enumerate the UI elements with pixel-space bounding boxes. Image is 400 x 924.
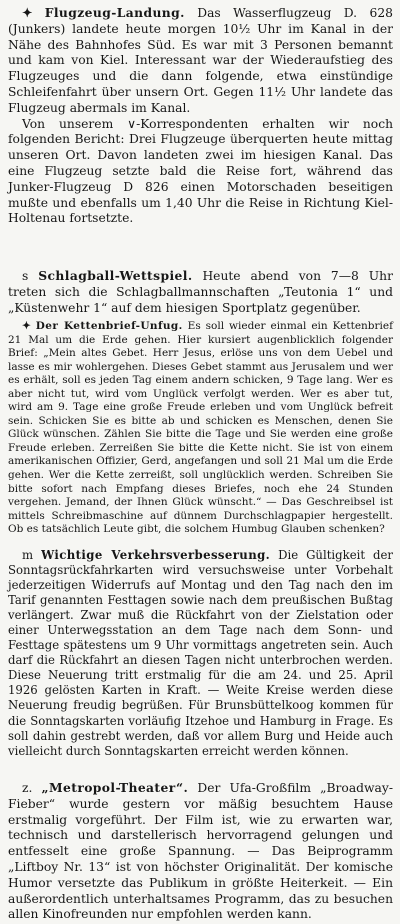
article-body: Das Wasserflugzeug D. 628 (Junkers) landete heute morgen 10½ Uhr im Kanal in der Nähe des Bahnhofes Süd. Es war mit 3 Personen bemannt und kam von Kiel. Interessant war der Wiederaufstieg des Flugzeuges und die dann folgende, etwa einstündige Schleifenfahrt über unsern Ort. Gegen 11½ Uhr landete das Flugzeug abermals im Kanal.	[8, 6, 393, 115]
article-headline: Schlagball-Wettspiel.	[38, 268, 193, 283]
paragraph	[8, 320, 393, 537]
article-body: Von unserem ∨-Korrespondenten erhalten wir noch folgenden Bericht: Drei Flugzeuge überquerten heute mittag unseren Ort. Davon landeten zwei im hiesigen Kanal. Das eine Flugzeug setzte bald die Reise fort, während das Junker-Flugzeug D 826 einen Motorschaden beseitigen mußte und ebenfalls um 1,40 Uhr die Reise in Richtung Kiel-Holtenau fortsetzte.	[8, 116, 393, 226]
article-body: Der Ufa-Großfilm „Broadway-Fieber“ wurde gestern vor mäßig besuchtem Hause erstmalig vorgeführt. Der Film ist, wie zu erwarten war, technisch und darstellerisch hervorragend gelungen und entfesselt eine große Spannung. — Das Beiprogramm „Liftboy Nr. 13“ ist von höchster Originalität. Der komische Humor versetzte das Publikum in größte Heiterkeit. — Ein außerordentlich unterhaltsames Programm, das zu besuchen allen Kinofreunden nur empfohlen werden kann.	[8, 781, 393, 922]
article-headline: Der Kettenbrief-Unfug.	[35, 320, 183, 332]
article-headline: Wichtige Verkehrsverbesserung.	[41, 548, 271, 562]
article-marker: m	[22, 548, 34, 562]
article-schlagball-wettspiel	[0, 268, 400, 320]
article-headline: „Metropol-Theater“.	[41, 780, 189, 795]
article-verkehrsverbesserung	[0, 548, 400, 770]
paragraph	[8, 780, 393, 922]
article-flugzeug-landung	[0, 5, 400, 267]
article-marker: ✦	[22, 5, 33, 20]
article-metropol-theater	[0, 780, 400, 922]
article-marker: z.	[22, 781, 33, 795]
paragraph	[8, 117, 393, 228]
article-body: Die Gültigkeit der Sonntagsrückfahrkarten wird versuchsweise unter Vorbehalt jederzeitigen Widerrufs auf Montag und den Tag nach den im Tarif genannten Festtagen sowie nach dem preußischen Bußtag verlängert. Zwar muß die Rückfahrt von der Zielstation oder einer Unterwegsstation an dem Tage nach dem Sonn- und Festtage spätestens um 9 Uhr vormittags angetreten sein. Auch darf die Rückfahrt an diesen Tagen nicht unterbrochen werden. Diese Neuerung tritt erstmalig für die am 24. und 25. April 1926 gelösten Karten in Kraft. — Weite Kreise werden diese Neuerung freudig begrüßen. Für Brunsbüttelkoog kommen für die Sonntagskarten vorläufig Itzehoe und Hamburg in Frage. Es soll dahin gestrebt werden, daß vor allem Burg und Heide auch vielleicht durch Sonntagskarten erreicht werden können.	[8, 548, 393, 758]
article-body: Heute abend von 7—8 Uhr treten sich die Schlagballmannschaften „Teutonia 1“ und „Küstenwehr 1“ auf dem hiesigen Sportplatz gegenüber.	[8, 269, 393, 315]
article-headline: Flugzeug-Landung.	[44, 5, 185, 20]
paragraph	[8, 5, 393, 117]
paragraph	[8, 268, 393, 316]
article-marker: s	[22, 269, 29, 283]
article-kettenbrief-unfug	[0, 320, 400, 544]
article-body: Es soll wieder einmal ein Kettenbrief 21 Mal um die Erde gehen. Hier kursiert augenblicklich folgender Brief: „Mein altes Gebet. Herr Jesus, erlöse uns von dem Uebel und lasse es mir wohlergehen. Dieses Gebet stammt aus Jerusalem und wer es erhält, soll es jeden Tag einem andern schicken, 9 Tage lang. Wer es aber nicht tut, wird vom Unglück verfolgt werden. Wer es aber tut, wird am 9. Tage eine große Freude erleben und vom Unglück befreit sein. Schicken Sie es bitte ab und schicken es Menschen, denen Sie Glück wünschen. Zählen Sie bitte die Tage und Sie werden eine große Freude erleben. Zerreißen Sie bitte die Kette nicht. Sie ist von einem amerikanischen Offizier, Gerd, angefangen und soll 21 Mal um die Erde gehen. Wer die Kette zerreißt, soll unglücklich werden. Schreiben Sie bitte sofort nach Empfang dieses Briefes, noch ehe 24 Stunden vergehen. Jemand, der Ihnen Glück wünscht.“ — Das Geschreibsel ist mittels Schreibmaschine auf dünnem Durchschlagpapier hergestellt. Ob es tatsächlich Leute gibt, die solchem Humbug Glauben schenken?	[8, 320, 393, 536]
article-marker: ✦	[22, 320, 31, 332]
paragraph	[8, 548, 393, 759]
